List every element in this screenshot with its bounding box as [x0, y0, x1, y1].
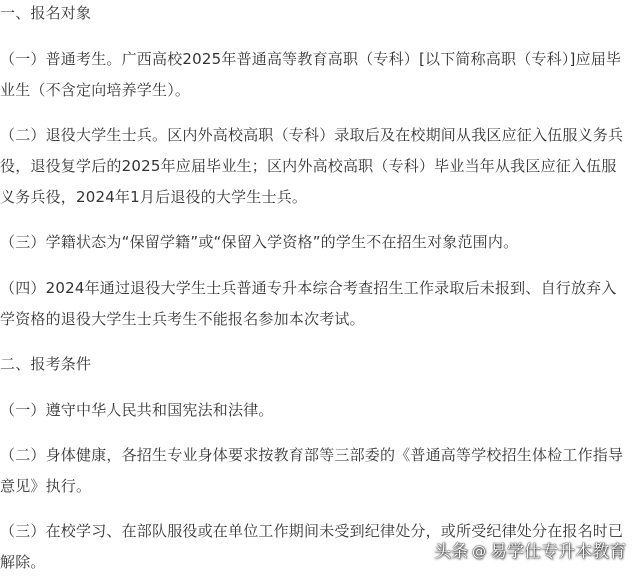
- watermark-account: 易学仕专升本教育: [490, 542, 626, 562]
- watermark-at-sign: @: [472, 544, 486, 560]
- section-heading-2: 二、报考条件: [0, 355, 92, 373]
- watermark-platform: 头条: [434, 542, 468, 562]
- paragraph-line: （一）遵守中华人民共和国宪法和法律。: [0, 401, 274, 419]
- paragraph-line: （二）退役大学生士兵。区内外高校高职（专科）录取后及在校期间从我区应征入伍服义务兵: [0, 126, 624, 144]
- paragraph-line: （一）普通考生。广西高校2025年普通高等教育高职（专科）[以下简称高职（专科）]应届毕: [0, 50, 622, 68]
- paragraph-line: （三）在校学习、在部队服役或在单位工作期间未受到纪律处分，或所受纪律处分在报名时已: [0, 522, 624, 540]
- paragraph-line: （二）身体健康，各招生专业身体要求按教育部等三部委的《普通高等学校招生体检工作指导: [0, 446, 624, 464]
- source-watermark: [434, 540, 626, 564]
- paragraph-line: （三）学籍状态为“保留学籍”或“保留入学资格”的学生不在招生对象范围内。: [0, 233, 519, 251]
- paragraph-line: 义务兵役，2024年1月后退役的大学生士兵。: [0, 188, 308, 206]
- paragraph-line: 解除。: [0, 553, 46, 571]
- section-heading-1: 一、报名对象: [0, 4, 92, 22]
- paragraph-line: 役，退役复学后的2025年应届毕业生；区内外高校高职（专科）毕业当年从我区应征入伍服: [0, 157, 617, 175]
- paragraph-line: 学资格的退役大学生士兵考生不能报名参加本次考试。: [0, 310, 365, 328]
- paragraph-line: 业生（不含定向培养学生）。: [0, 81, 191, 99]
- paragraph-line: （四）2024年通过退役大学生士兵普通专升本综合考查招生工作录取后未报到、自行放弃入: [0, 279, 617, 297]
- paragraph-line: 意见》执行。: [0, 477, 92, 495]
